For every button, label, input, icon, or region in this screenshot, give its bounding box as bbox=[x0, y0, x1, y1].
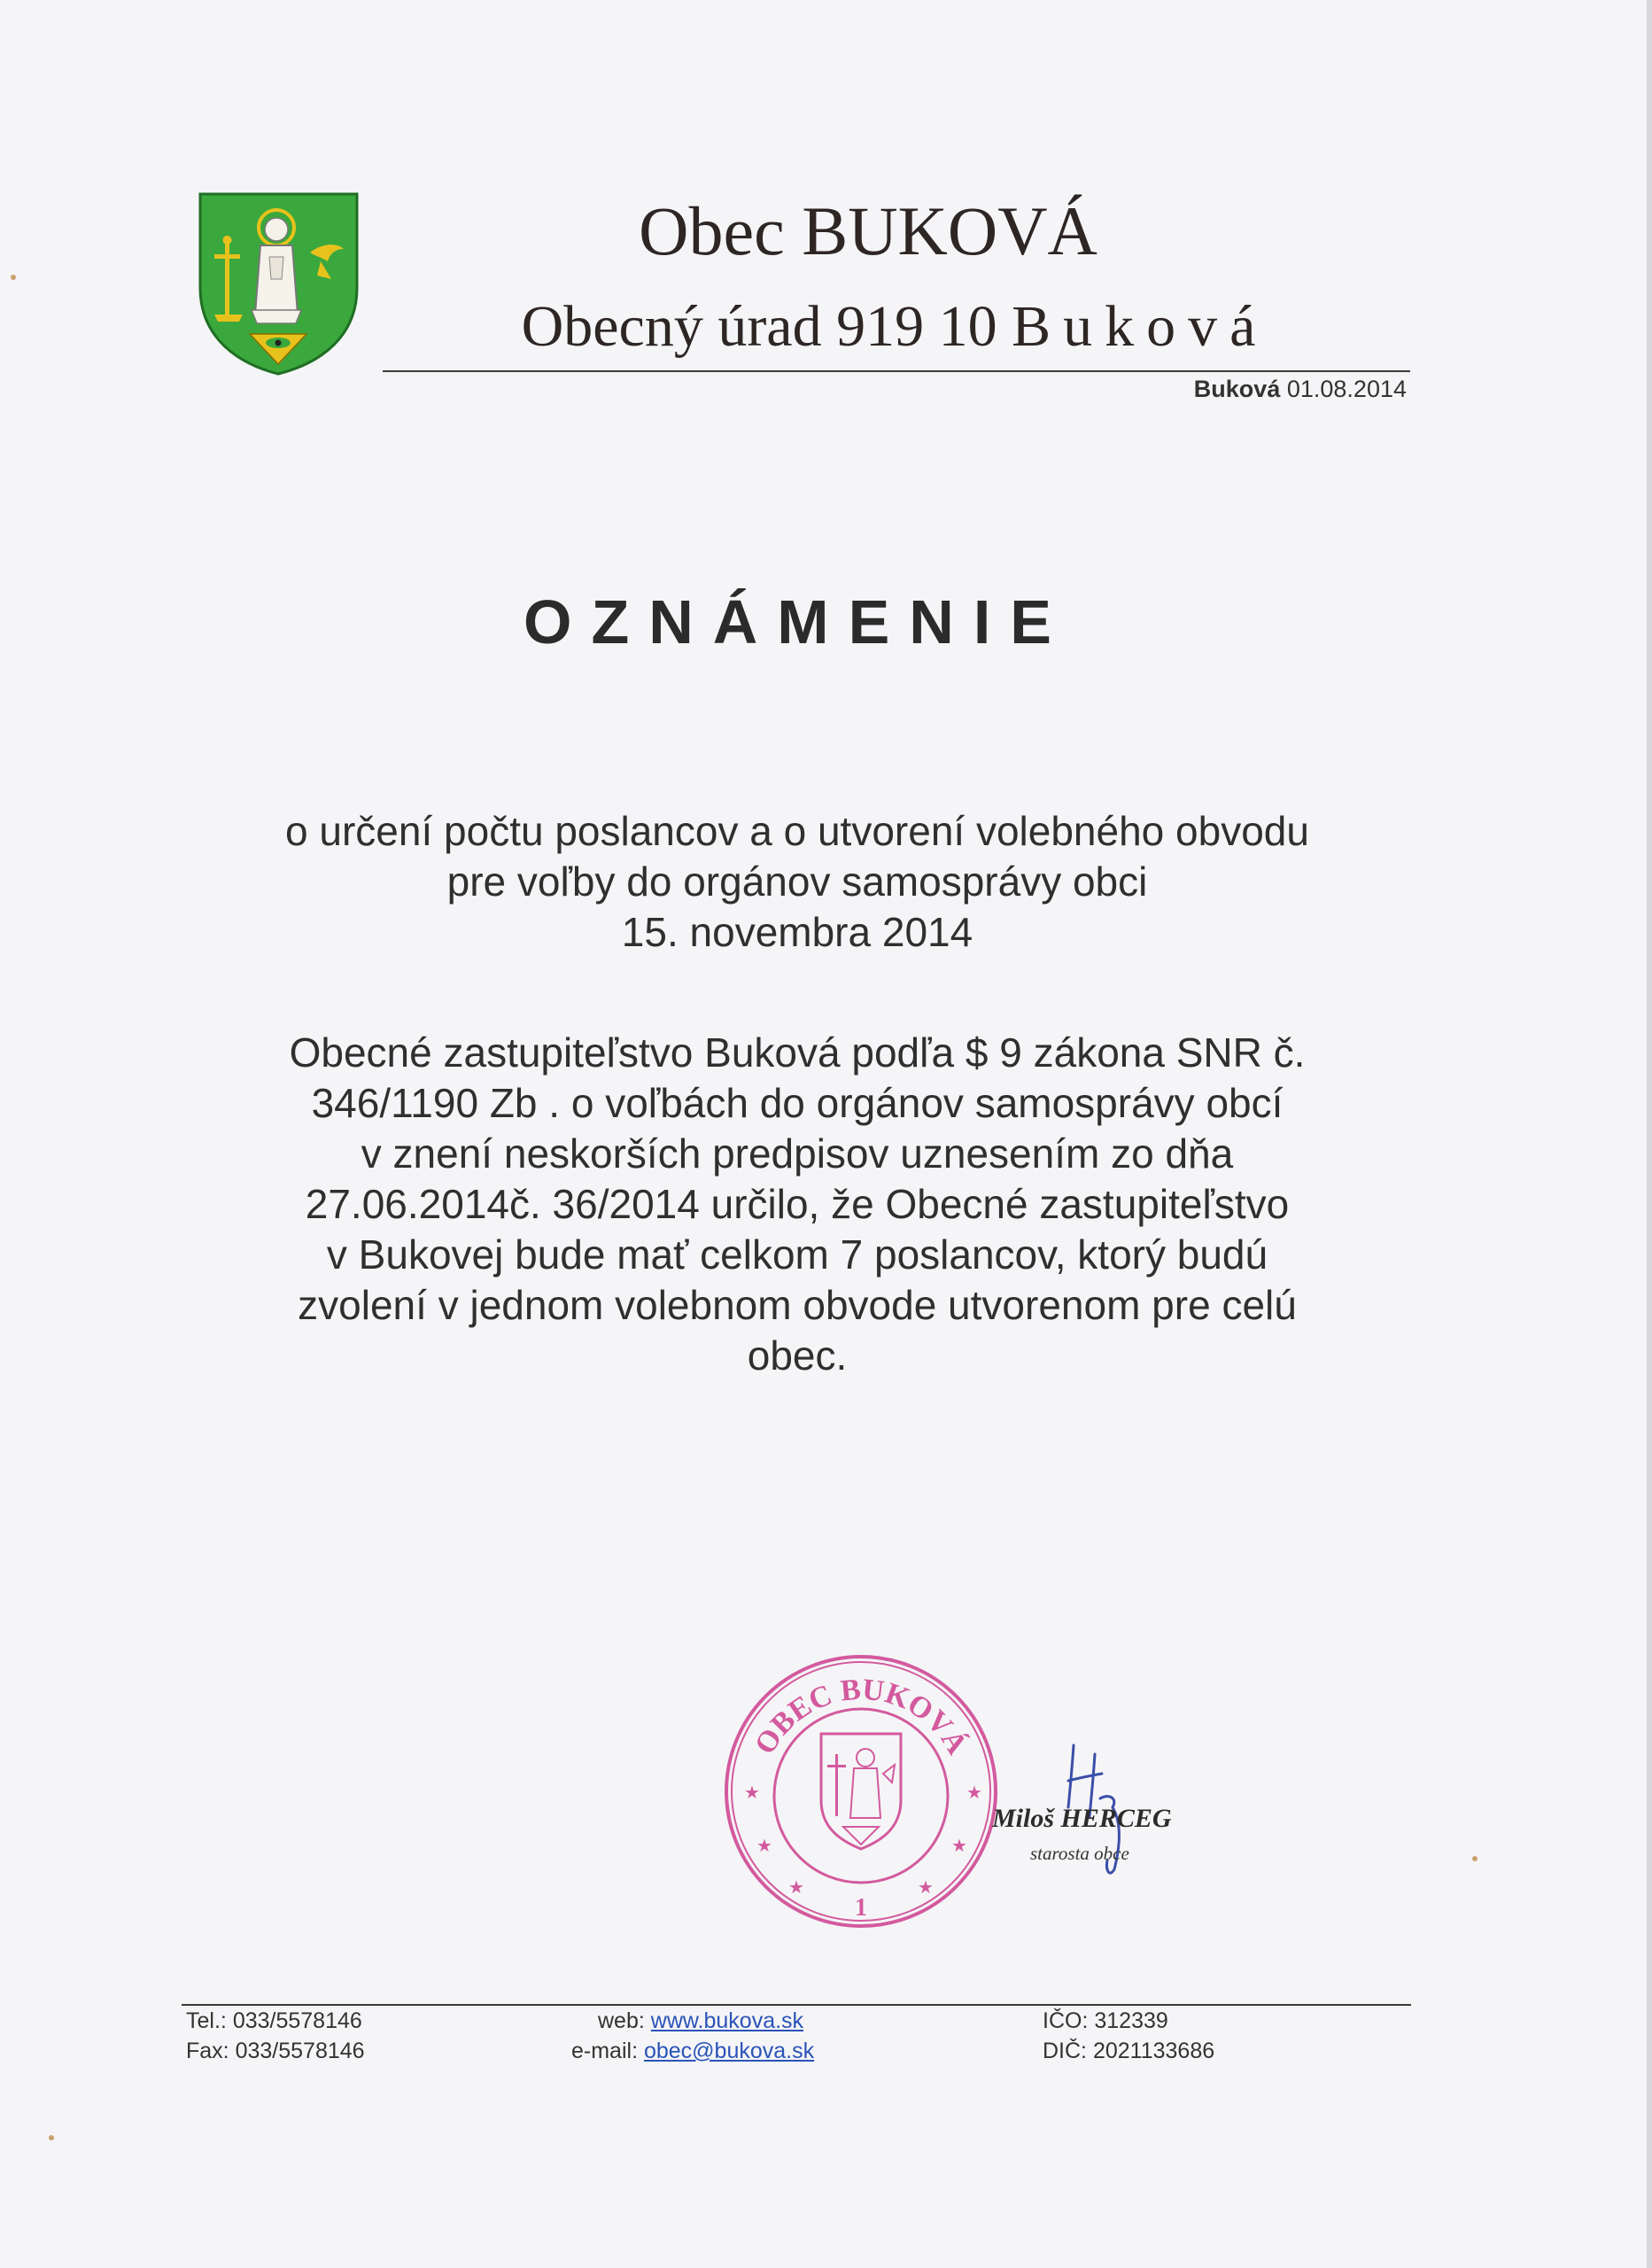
svg-text:★: ★ bbox=[918, 1876, 934, 1898]
body-line: obec. bbox=[747, 1332, 848, 1379]
header-divider bbox=[383, 370, 1410, 372]
footer-phone-block bbox=[186, 2006, 365, 2066]
subject-line: 15. novembra 2014 bbox=[621, 909, 973, 955]
footer-web-block bbox=[571, 2006, 814, 2066]
fax-label: Fax: bbox=[186, 2039, 229, 2063]
notice-title: OZNÁMENIE bbox=[524, 587, 1071, 656]
body-line: 346/1190 Zb . o voľbách do orgánov samosprávy obcí bbox=[311, 1080, 1284, 1126]
signatory-name: Miloš HERCEG bbox=[992, 1804, 1172, 1833]
scan-speck bbox=[1472, 1856, 1477, 1861]
svg-text:★: ★ bbox=[744, 1782, 760, 1803]
tel-value: 033/5578146 bbox=[232, 2008, 362, 2033]
office-address bbox=[381, 294, 1408, 359]
ico-value: 312339 bbox=[1094, 2008, 1168, 2033]
footer-web bbox=[571, 2006, 814, 2036]
body-line: zvolení v jednom volebnom obvode utvorenom pre celú bbox=[298, 1282, 1297, 1328]
office-address-prefix: Obecný úrad 919 10 bbox=[521, 294, 1012, 359]
page-edge-shadow bbox=[1647, 0, 1652, 2268]
scan-speck bbox=[49, 2135, 54, 2140]
web-label: web: bbox=[598, 2008, 645, 2033]
body-line: v Bukovej bude mať celkom 7 poslancov, ktorý budú bbox=[326, 1231, 1268, 1278]
ico-label: IČO: bbox=[1043, 2008, 1089, 2033]
notice-body bbox=[177, 1028, 1417, 1381]
subject-line: o určení počtu poslancov a o utvorení volebného obvodu bbox=[285, 808, 1309, 854]
stamp-text: OBEC BUKOVÁ bbox=[748, 1673, 973, 1760]
document-date bbox=[974, 376, 1407, 403]
svg-text:★: ★ bbox=[756, 1835, 772, 1856]
email-label: e-mail: bbox=[571, 2039, 639, 2063]
stamp-number: 1 bbox=[855, 1894, 867, 1922]
date-place: Buková bbox=[1193, 376, 1281, 402]
footer-ico bbox=[1043, 2006, 1214, 2036]
dic-value: 2021133686 bbox=[1092, 2039, 1215, 2063]
municipality-title: Obec BUKOVÁ bbox=[639, 192, 1097, 269]
body-line: v znení neskorších predpisov uznesením zo dňa bbox=[361, 1130, 1234, 1177]
fax-value: 033/5578146 bbox=[235, 2039, 365, 2063]
official-stamp bbox=[719, 1650, 1003, 1933]
email-link[interactable]: obec@bukova.sk bbox=[643, 2039, 815, 2063]
web-link[interactable]: www.bukova.sk bbox=[650, 2008, 804, 2033]
coat-of-arms-icon bbox=[197, 190, 361, 377]
tel-label: Tel.: bbox=[186, 2008, 227, 2033]
signatory-role: starosta obce bbox=[1030, 1843, 1129, 1864]
footer-dic bbox=[1043, 2036, 1214, 2066]
dic-label: DIČ: bbox=[1043, 2039, 1087, 2063]
footer-tel bbox=[186, 2006, 365, 2036]
footer-email bbox=[571, 2036, 814, 2066]
body-line: 27.06.2014č. 36/2014 určilo, že Obecné zastupiteľstvo bbox=[305, 1181, 1290, 1227]
body-line: Obecné zastupiteľstvo Buková podľa $ 9 zákona SNR č. bbox=[289, 1029, 1306, 1076]
svg-text:★: ★ bbox=[951, 1835, 967, 1856]
office-address-town: Buková bbox=[1012, 294, 1268, 359]
notice-subject bbox=[177, 806, 1417, 958]
footer-ids-block bbox=[1043, 2006, 1214, 2066]
subject-line: pre voľby do orgánov samosprávy obci bbox=[446, 858, 1148, 905]
svg-text:★: ★ bbox=[966, 1782, 982, 1803]
date-value: 01.08.2014 bbox=[1286, 376, 1407, 402]
svg-text:★: ★ bbox=[788, 1876, 804, 1898]
scan-speck bbox=[11, 275, 16, 280]
footer-fax bbox=[186, 2036, 365, 2066]
